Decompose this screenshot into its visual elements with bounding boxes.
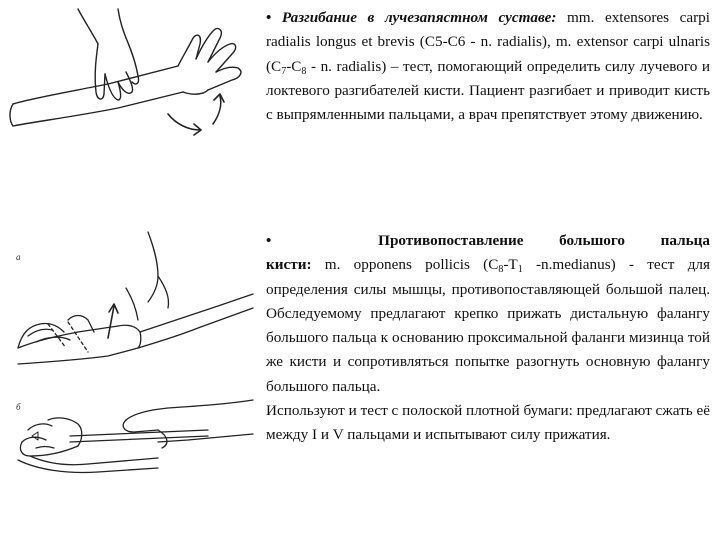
section-thumb-opposition bbox=[266, 229, 710, 448]
section-text-extra: Используют и тест с полоской плотной бумаги: предлагают сжать её между I и V пальцами и испытывают силу прижатия. bbox=[266, 402, 710, 444]
section-heading: Противопоставление большого пальца bbox=[378, 232, 710, 249]
section-body bbox=[266, 253, 710, 399]
subscript: 7 bbox=[281, 65, 287, 77]
section-text: - n. radialis) – тест, помогающий определить силу лучевого и локтевого разгибателей кисти. Пациент разгибает и приводит кисть с выпрямленными пальцами, а врач препятствует этому движению. bbox=[266, 57, 710, 124]
section-heading-line bbox=[266, 229, 710, 253]
wrist-extension-illustration bbox=[8, 4, 258, 154]
thumb-opposition-illustration-a bbox=[8, 228, 258, 376]
section-text: -C bbox=[286, 57, 302, 75]
section-text: m. opponens pollicis (C bbox=[311, 256, 499, 274]
section-text: -T bbox=[503, 256, 518, 274]
section-heading-cont: кисти: bbox=[266, 256, 312, 274]
bullet: • bbox=[266, 232, 272, 249]
section-text: mm. extensores carpi radialis longus et brevis (C5-C6 - n. radialis), m. extensor carpi ulnaris (C bbox=[266, 9, 710, 75]
figure-label-a: а bbox=[16, 252, 21, 262]
subscript: 8 bbox=[498, 264, 504, 276]
figure-label-b: б bbox=[16, 402, 21, 412]
thumb-opposition-illustration-b bbox=[8, 390, 258, 490]
subscript: 8 bbox=[301, 65, 307, 77]
bullet: • bbox=[266, 9, 272, 26]
subscript: 1 bbox=[517, 264, 523, 276]
section-wrist-extension bbox=[266, 6, 710, 127]
section-text: -n.medianus) - тест для определения силы мышцы, противопоставляющей большой палец. Обследуемому предлагают крепко прижать дистальную фалангу большого пальца к основанию проксимальной фаланги мизинца той же кисти и сопротивляться попытке разогнуть основную фалангу большого пальца. bbox=[266, 256, 711, 395]
section-heading: Разгибание в лучезапястном суставе: bbox=[281, 9, 557, 26]
